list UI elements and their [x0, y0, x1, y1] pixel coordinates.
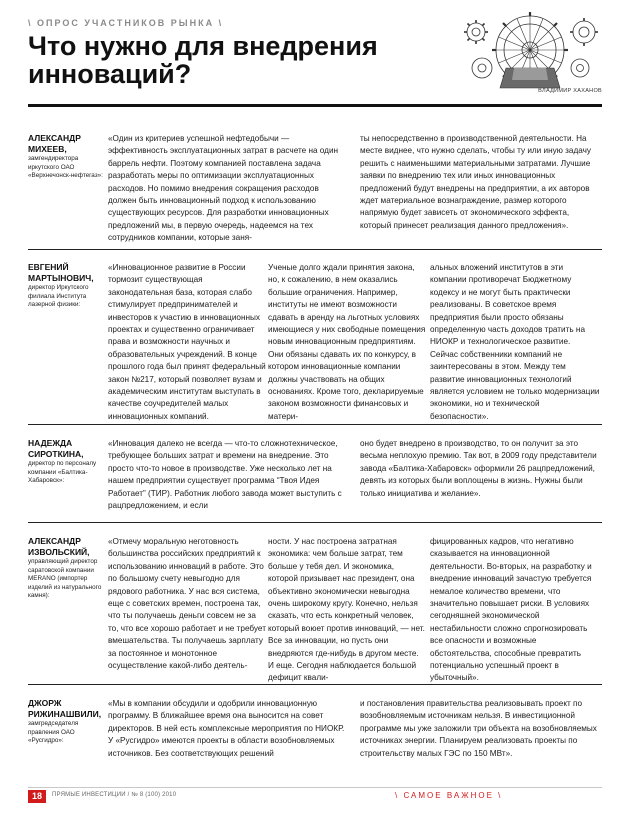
respondent-info — [28, 438, 106, 486]
respondent-info — [28, 698, 106, 746]
page-title: Что нужно для внедрения инноваций? — [28, 31, 378, 89]
respondent-role: замгендиректора иркутского ОАО «Верхнечонск-нефтегаз»: — [28, 155, 103, 179]
respondent-name: НАДЕЖДА СИРОТКИНА, — [28, 438, 84, 459]
illustration-credit: ВЛАДИМИР ХАХАНОВ — [538, 88, 602, 94]
answer-column: «Один из критериев успешной нефтедобычи — эффективность эксплуатационных затрат в расчете на один баррель нефти. Поэтому компанией поставлена задача разработать меры по оптимизации эксплуатационных расходов. Но помимо внедрения сокращения расходов должен быть инновационный подход к использованию существующих ресурсов. Для разработки инновационных предложений мы, в первую очередь, надеемся на тех сотрудников компании, которые заня- — [108, 134, 339, 243]
respondent-name: АЛЕКСАНДР ИЗВОЛЬСКИЙ, — [28, 536, 90, 557]
answer-column: «Мы в компании обсудили и одобрили инновационную программу. В ближайшее время она выносится на совет директоров. В ней есть комплексные мероприятия по НИОКР. У «Русгидро» имеются проекты в области возобновляемых источников. Без соответствующих решений — [108, 699, 345, 758]
respondent-name: ЕВГЕНИЙ МАРТЫНОВИЧ, — [28, 262, 94, 283]
answer-column: Ученые долго ждали принятия закона, но, к сожалению, в нем оказались большие ограничения. Например, институты не имеют возможности сдавать в аренду на льготных условиях имеющиеся у них свободные помещения новым инновационным предприятиям. Они обязаны сдавать их по конкурсу, в котором инновационные компании должны участвовать на общих основаниях. Кроме того, декларируемые законом возможности финансовых и матери- — [268, 263, 426, 421]
respondent-info — [28, 133, 106, 181]
answer-column: ности. У нас построена затратная экономика: чем больше затрат, тем больше у тебя дел. И экономика, которой призывает нас президент, она объективно экономически невыгодна очень широкому кругу. Конечно, нельзя сказать, что есть конкретный человек, который воюет против инноваций, — нет. Все за инновации, но пусть они внедряются где-нибудь в другом месте. И еще. Сегодня наблюдается большой дефицит квали- — [268, 537, 425, 683]
answer-column: альных вложений институтов в эти компании противоречат Бюджетному кодексу и не могут быть практически реализованы. В советское время предприятия были просто обязаны определенную часть доходов тратить на НИОКР и технологическое развитие. Сейчас собственники компаний не заинтересованы в этом. Между тем развитие инновационных технологий является условием не только модернизации экономики, но и технической безопасности». — [430, 263, 600, 421]
respondent-name: ДЖОРЖ РИЖИНАШВИЛИ, — [28, 698, 102, 719]
page-number: 18 — [28, 790, 46, 803]
respondent-info — [28, 536, 106, 601]
footer-section-label: \ САМОЕ ВАЖНОЕ \ — [395, 791, 503, 800]
magazine-issue: ПРЯМЫЕ ИНВЕСТИЦИИ / № 8 (100) 2010 — [52, 792, 177, 798]
section-divider — [28, 249, 602, 250]
respondent-name: АЛЕКСАНДР МИХЕЕВ, — [28, 133, 81, 154]
answer-column: ты непосредственно в производственной деятельности. На месте виднее, что нужно сделать, чтобы ту или иную задачу решить с наименьшими материальными затратами. Лучшие заявки по внедрению тех или иных инновационных предложений будут внедрены на предприятии, а их авторов ждет материальное вознаграждение, размер которого напрямую будет зависеть от экономического эффекта, который принесет реализация данного предложения». — [360, 134, 591, 230]
header-divider — [28, 104, 602, 107]
answer-column: и постановления правительства реализовывать проект по возобновляемым источникам нельзя. В инвестиционной программе мы уже заложили три объекта на возобновляемых источниках энергии. Планируем реализовать проекты по строительству малых ГЭС по 150 МВт». — [360, 699, 597, 758]
answer-column: «Инновационное развитие в России тормозит существующая законодательная база, которая слабо стимулирует предпринимателей и инвесторов к участию в инновационных проектах и существенно ограничивает права и возможности научных и образовательных учреждений. В конце прошлого года был принят федеральный закон №217, который позволяет вузам и академическим институтам выступать в качестве соучредителей малых инновационных компаний. — [108, 263, 266, 421]
answer-column: «Отмечу моральную неготовность большинства российских предприятий к использованию инноваций в работе. Это по большому счету невыгодно для рядового работника. У нас вся система, еще с советских времен, построена так, что ты получаешь деньги совсем не за то, что все хорошо работает и не требует вмешательства. Ты получаешь зарплату за постоянное и монотонное осуществление какой-либо деятель- — [108, 537, 266, 671]
respondent-role: замгредседателя правления ОАО «Русгидро»: — [28, 720, 79, 744]
respondent-role: управляющий директор саратовской компании MERANO (импортер изделий из натурального камня): — [28, 558, 102, 599]
answer-column: «Инновация далеко не всегда — что-то сложнотехническое, требующее больших затрат и времени на внедрение. Это просто что-то новое в производстве. Уже несколько лет на нашем предприятии существует программа “Твоя Идея Работает” (ТИР). Работник любого завода может выступить с рацпредложением, и если — [108, 439, 342, 511]
footer-divider — [28, 787, 602, 788]
section-divider — [28, 424, 602, 425]
section-divider — [28, 684, 602, 685]
respondent-role: директор по персоналу компании «Балтика-Хабаровск»: — [28, 460, 97, 484]
section-divider — [28, 522, 602, 523]
respondent-info — [28, 262, 106, 310]
gears-sunburst-illustration — [462, 10, 600, 92]
rubric-label: \ ОПРОС УЧАСТНИКОВ РЫНКА \ — [28, 18, 224, 28]
respondent-role: директор Иркутского филиала Института лазерной физики: — [28, 284, 89, 308]
answer-column: оно будет внедрено в производство, то он получит за это весьма неплохую премию. Так вот, в 2009 году представители завода «Балтика-Хабаровск» оформили 26 рацпредложений, девять из которых были воплощены в жизнь. Нужны были только инициатива и желание». — [360, 439, 597, 498]
answer-column: фицированных кадров, что негативно сказывается на инновационной деятельности. Во-вторых, на разработку и внедрение инноваций зачастую требуется немалое количество времени, что значительно повышает риски. В условиях сегодняшней экономической нестабильности сложно спрогнозировать все опасности и возможные обстоятельства, способные превратить потенциально успешный проект в убыточный». — [430, 537, 592, 683]
